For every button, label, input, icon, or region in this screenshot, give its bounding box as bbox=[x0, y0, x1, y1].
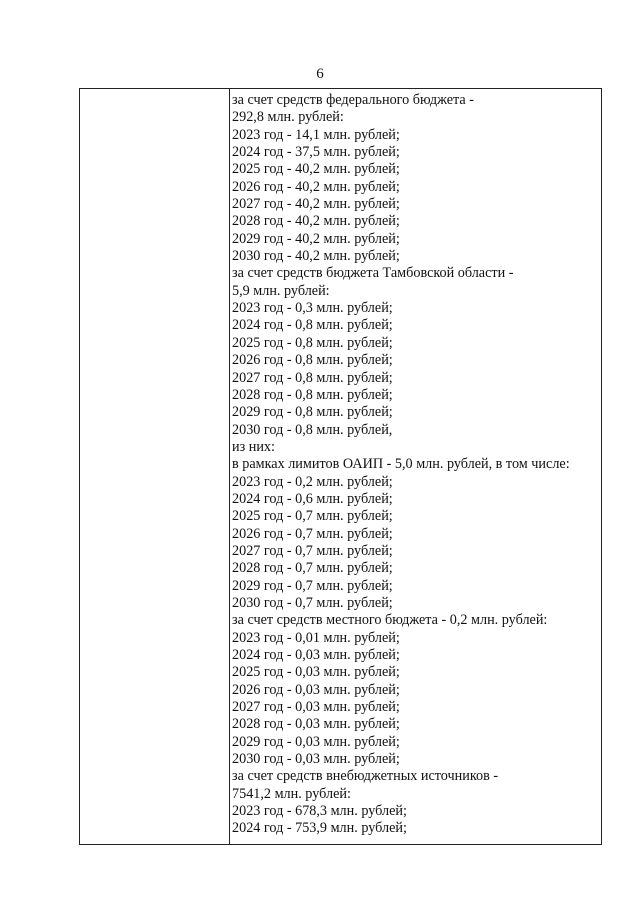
text-line: 2029 год - 0,7 млн. рублей; bbox=[232, 577, 393, 594]
text-line: 2025 год - 40,2 млн. рублей; bbox=[232, 161, 400, 178]
text-line: 2023 год - 678,3 млн. рублей; bbox=[232, 803, 407, 820]
text-line: 2026 год - 0,8 млн. рублей; bbox=[232, 352, 393, 369]
text-line: 2024 год - 0,03 млн. рублей; bbox=[232, 647, 400, 663]
text-line: 7541,2 млн. рублей: bbox=[232, 785, 351, 802]
text-line: 5,9 млн. рублей: bbox=[232, 282, 330, 299]
text-line: 2024 год - 0,8 млн. рублей; bbox=[232, 317, 393, 334]
text-line: 2023 год - 0,3 млн. рублей; bbox=[232, 300, 393, 317]
text-line: 2025 год - 0,7 млн. рублей; bbox=[232, 508, 393, 525]
text-line: 2023 год - 0,2 млн. рублей; bbox=[232, 473, 393, 490]
column-divider bbox=[229, 89, 230, 844]
text-line: 2024 год - 753,9 млн. рублей; bbox=[232, 820, 407, 837]
text-line: 2027 год - 40,2 млн. рублей; bbox=[232, 196, 400, 213]
funding-table bbox=[79, 88, 602, 845]
text-line: 2026 год - 0,03 млн. рублей; bbox=[232, 681, 400, 698]
text-line: 2029 год - 40,2 млн. рублей; bbox=[232, 230, 400, 247]
text-line: 2027 год - 0,7 млн. рублей; bbox=[232, 542, 393, 559]
text-line: 2028 год - 40,2 млн. рублей; bbox=[232, 213, 400, 230]
page-number: 6 bbox=[316, 66, 324, 82]
text-line: 2023 год - 0,01 млн. рублей; bbox=[232, 629, 400, 646]
text-line: за счет средств бюджета Тамбовской области - bbox=[232, 265, 514, 282]
text-line: 2029 год - 0,03 млн. рублей; bbox=[232, 733, 400, 750]
text-line: за счет средств федерального бюджета - bbox=[232, 92, 474, 108]
text-line: 2028 год - 0,7 млн. рублей; bbox=[232, 560, 393, 577]
text-line: 2028 год - 0,03 млн. рублей; bbox=[232, 716, 400, 733]
text-line: в рамках лимитов ОАИП - 5,0 млн. рублей, в том числе: bbox=[232, 456, 570, 473]
text-line: за счет средств местного бюджета - 0,2 млн. рублей: bbox=[232, 612, 548, 629]
text-line: 2026 год - 0,7 млн. рублей; bbox=[232, 525, 393, 542]
text-line: 2025 год - 0,03 млн. рублей; bbox=[232, 664, 400, 681]
table-left-cell bbox=[80, 89, 229, 844]
text-line: за счет средств внебюджетных источников - bbox=[232, 768, 499, 785]
text-line: из них: bbox=[232, 438, 275, 455]
text-line: 2027 год - 0,03 млн. рублей; bbox=[232, 699, 400, 716]
text-line: 2030 год - 0,7 млн. рублей; bbox=[232, 594, 393, 611]
text-line: 2029 год - 0,8 млн. рублей; bbox=[232, 404, 393, 421]
text-line: 2023 год - 14,1 млн. рублей; bbox=[232, 126, 400, 143]
text-line: 292,8 млн. рублей: bbox=[232, 109, 344, 126]
funding-details-cell bbox=[232, 92, 600, 838]
text-line: 2030 год - 0,8 млн. рублей, bbox=[232, 421, 393, 438]
text-line: 2026 год - 40,2 млн. рублей; bbox=[232, 178, 400, 195]
text-line: 2024 год - 37,5 млн. рублей; bbox=[232, 144, 400, 161]
text-line: 2028 год - 0,8 млн. рублей; bbox=[232, 386, 393, 403]
text-line: 2025 год - 0,8 млн. рублей; bbox=[232, 334, 393, 351]
text-line: 2027 год - 0,8 млн. рублей; bbox=[232, 369, 393, 386]
text-line: 2030 год - 40,2 млн. рублей; bbox=[232, 248, 400, 265]
text-line: 2030 год - 0,03 млн. рублей; bbox=[232, 751, 400, 768]
text-line: 2024 год - 0,6 млн. рублей; bbox=[232, 490, 393, 507]
